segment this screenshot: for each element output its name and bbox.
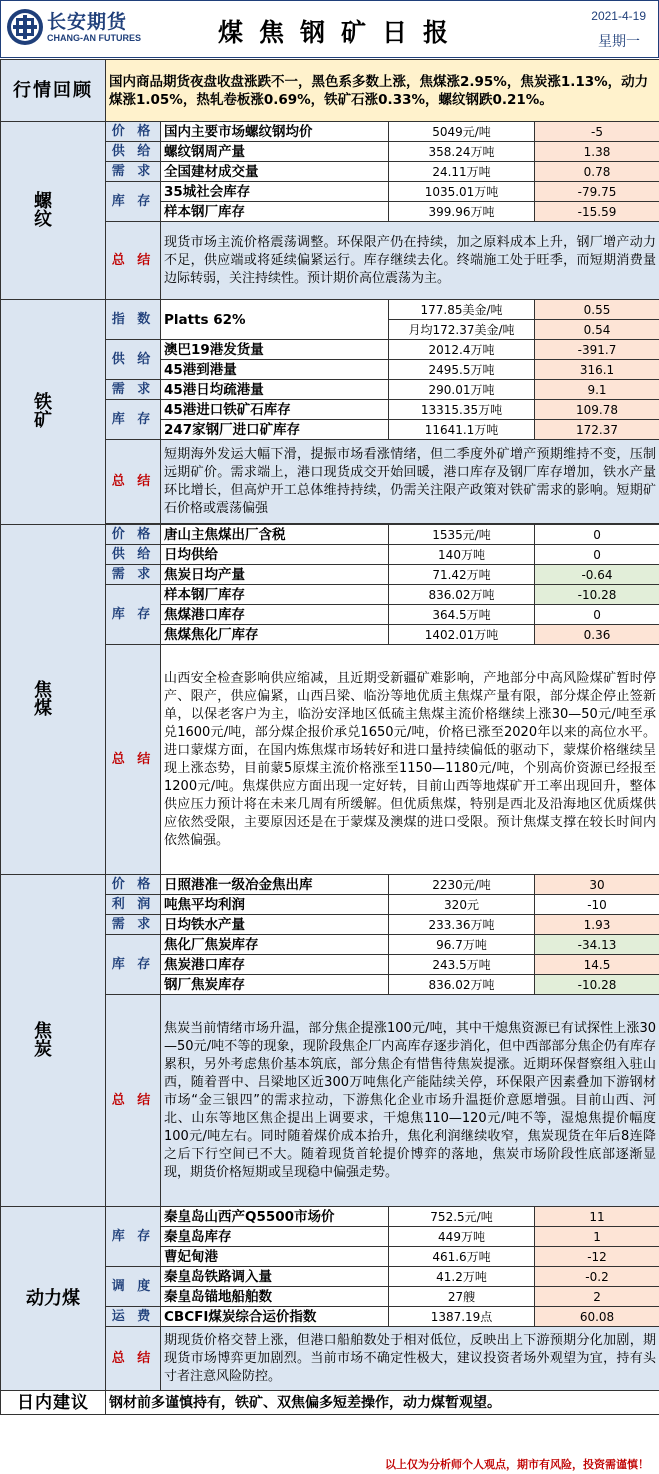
coke-row-name: 日照港准一级冶金焦出库 [161, 875, 389, 895]
coking-coal-summary: 山西安全检查影响供应缩减，且近期受新疆矿难影响，产地部分中高风险煤矿暂时停产、限产，供应偏紧，山西吕梁、临汾等地优质主焦煤产量有限，部分煤企停止签新单，以保老客户为主，临汾安泽地区低硫主焦煤主流价格继续上涨30—50元/吨至承兑1600元/吨，部分煤企报价承兑1650元/吨，价格已涨至2020年以来的高位水平。进口蒙煤方面，在国内炼焦煤市场转好和进口量持续偏低的驱动下，蒙煤价格继续呈现上涨态势，目前蒙5原煤主流价格涨至1150—1180元/吨，个别高价资源已经报至1200元/吨。焦煤供应方面出现一定好转，目前山西等地煤矿开工率出现回升，整体供应压力预计将在未来几周有所缓解。但优质焦煤，特别是西北及沿海地区优质煤供应依然受限，主要原因还是在于蒙煤及澳煤的进口受限。预计焦煤支撑在较长时间内依然偏强。 [161, 645, 659, 875]
coke-row-value: 836.02万吨 [389, 975, 535, 995]
rebar-row-change: 0.78 [535, 162, 659, 182]
chang-an-logo-icon [5, 7, 45, 47]
iron-ore-index-change: 0.55 [535, 300, 659, 320]
iron-ore-index-value: 月均172.37美金/吨 [389, 320, 535, 340]
coke-row-value: 233.36万吨 [389, 915, 535, 935]
rebar-row-name: 35城社会库存 [161, 182, 389, 202]
coke-cat-price: 价 格 [106, 875, 161, 895]
coke-cat-profit: 利 润 [106, 895, 161, 915]
rebar-row-name: 螺纹钢周产量 [161, 142, 389, 162]
coke-row-value: 96.7万吨 [389, 935, 535, 955]
thermal-coal-row-name: CBCFI煤炭综合运价指数 [161, 1307, 389, 1327]
iron-ore-row-name: 45港日均疏港量 [161, 380, 389, 400]
coke-cat-demand: 需 求 [106, 915, 161, 935]
thermal-coal-cat-dispatch: 调 度 [106, 1267, 161, 1307]
thermal-coal-row-name: 秦皇岛锚地船舶数 [161, 1287, 389, 1307]
coke-row-change: -10.28 [535, 975, 659, 995]
coking-coal-section-label: 焦 煤 [1, 525, 106, 875]
rebar-row-value: 1035.01万吨 [389, 182, 535, 202]
coking-coal-row-change: -10.28 [535, 585, 659, 605]
iron-ore-cat-summary: 总 结 [106, 440, 161, 524]
rebar-row-change: 1.38 [535, 142, 659, 162]
coke-row-name: 焦化厂焦炭库存 [161, 935, 389, 955]
thermal-coal-row-value: 449万吨 [389, 1227, 535, 1247]
thermal-coal-row-change: 1 [535, 1227, 659, 1247]
iron-ore-row-change: 316.1 [535, 360, 659, 380]
thermal-coal-row-change: -0.2 [535, 1267, 659, 1287]
rebar-section-label: 螺 纹 [1, 122, 106, 300]
rebar-cat-demand: 需 求 [106, 162, 161, 182]
coking-coal-cat-price: 价 格 [106, 525, 161, 545]
coking-coal-cat-demand: 需 求 [106, 565, 161, 585]
advice-text: 钢材前多谨慎持有，铁矿、双焦偏多短差操作，动力煤暂观望。 [106, 1391, 659, 1415]
iron-ore-cat-supply: 供 给 [106, 340, 161, 380]
coke-row-name: 日均铁水产量 [161, 915, 389, 935]
coke-row-change: -34.13 [535, 935, 659, 955]
iron-ore-summary: 短期海外发运大幅下滑，提振市场看涨情绪，但二季度外矿增产预期维持不变，压制远期矿价。需求端上，港口现货成交开始回暖，港口库存及钢厂库存增加，铁水产量环比增长，但高炉开工总体维持持续，仍需关注限产政策对铁矿需求的影响。短期矿石价格或震荡偏强 [161, 440, 659, 524]
coking-coal-row-change: 0.36 [535, 625, 659, 645]
iron-ore-cat-stock: 库 存 [106, 400, 161, 440]
iron-ore-row-name: 247家钢厂进口矿库存 [161, 420, 389, 440]
thermal-coal-row-change: 2 [535, 1287, 659, 1307]
report-weekday: 星期一 [598, 34, 640, 50]
brand-name-en: CHANG-AN FUTURES [47, 33, 141, 43]
iron-ore-row-name: 澳巴19港发货量 [161, 340, 389, 360]
coking-coal-row-name: 唐山主焦煤出厂含税 [161, 525, 389, 545]
market-review-text: 国内商品期货夜盘收盘涨跌不一，黑色系多数上涨，焦煤涨2.95%，焦炭涨1.13%，动力煤涨1.05%，热轧卷板涨0.69%，铁矿石涨0.33%，螺纹钢跌0.21%。 [106, 60, 659, 122]
coke-summary: 焦炭当前情绪市场升温，部分焦企提涨100元/吨，其中干熄焦资源已有试探性上涨30—50元/吨不等的现象，现阶段焦企厂内高库存逐步消化，但中西部部分焦企仍有库存累积，另外考虑焦价基本筑底，部分焦企有惜售待焦炭提涨。近期环保督察组入驻山西，随着晋中、吕梁地区近300万吨焦化产能陆续关停，环保限产因素叠加下游钢材市场“金三银四”的需求拉动，下游焦化企业市场升温挺价意愿增强。目前山西、河北、山东等地区焦企提出上调要求，干熄焦110—120元/吨不等，湿熄焦提价幅度100元/吨左右。同时随着煤价成本抬升，焦化利润继续收窄，焦炭现货在年后8连降之后下行空间已不大。随着现货首轮提价博弈的落地，焦炭市场阶段性底部逐渐显现，期货价格短期或呈现稳中偏强走势。 [161, 995, 659, 1207]
rebar-row-name: 样本钢厂库存 [161, 202, 389, 222]
thermal-coal-row-name: 秦皇岛铁路调入量 [161, 1267, 389, 1287]
rebar-row-value: 358.24万吨 [389, 142, 535, 162]
thermal-coal-cat-stock: 库 存 [106, 1207, 161, 1267]
iron-ore-row-change: 109.78 [535, 400, 659, 420]
coke-row-change: 14.5 [535, 955, 659, 975]
iron-ore-row-value: 11641.1万吨 [389, 420, 535, 440]
rebar-row-value: 5049元/吨 [389, 122, 535, 142]
coke-row-value: 2230元/吨 [389, 875, 535, 895]
thermal-coal-row-name: 秦皇岛库存 [161, 1227, 389, 1247]
iron-ore-row-name: 45港到港量 [161, 360, 389, 380]
thermal-coal-row-name: 曹妃甸港 [161, 1247, 389, 1267]
thermal-coal-row-change: 60.08 [535, 1307, 659, 1327]
advice-label: 日内建议 [1, 1391, 106, 1415]
rebar-cat-stock: 库 存 [106, 182, 161, 222]
coking-coal-cat-stock: 库 存 [106, 585, 161, 645]
coke-row-value: 243.5万吨 [389, 955, 535, 975]
coking-coal-row-value: 1535元/吨 [389, 525, 535, 545]
thermal-coal-row-name: 秦皇岛山西产Q5500市场价 [161, 1207, 389, 1227]
coking-coal-row-name: 焦煤焦化厂库存 [161, 625, 389, 645]
thermal-coal-row-value: 461.6万吨 [389, 1247, 535, 1267]
iron-ore-row-change: -391.7 [535, 340, 659, 360]
coking-coal-row-value: 1402.01万吨 [389, 625, 535, 645]
iron-ore-index-value: 177.85美金/吨 [389, 300, 535, 320]
iron-ore-row-name: 45港进口铁矿石库存 [161, 400, 389, 420]
coke-row-change: 1.93 [535, 915, 659, 935]
report-date: 2021-4-19 [591, 9, 646, 23]
coking-coal-row-change: -0.64 [535, 565, 659, 585]
rebar-row-value: 399.96万吨 [389, 202, 535, 222]
iron-ore-index-change: 0.54 [535, 320, 659, 340]
rebar-row-value: 24.11万吨 [389, 162, 535, 182]
rebar-cat-price: 价 格 [106, 122, 161, 142]
rebar-row-change: -5 [535, 122, 659, 142]
coking-coal-row-name: 日均供给 [161, 545, 389, 565]
thermal-coal-summary: 期现货价格交替上涨，但港口船舶数处于相对低位，反映出上下游预期分化加剧，期现货市场博弈更加剧烈。当前市场不确定性极大，建议投资者场外观望为宜，持有头寸者注意风险防控。 [161, 1327, 659, 1391]
coking-coal-row-change: 0 [535, 525, 659, 545]
rebar-row-change: -79.75 [535, 182, 659, 202]
report-header [0, 0, 659, 58]
iron-ore-section-label: 铁 矿 [1, 300, 106, 525]
coke-row-name: 钢厂焦炭库存 [161, 975, 389, 995]
thermal-coal-cat-freight: 运 费 [106, 1307, 161, 1327]
thermal-coal-cat-summary: 总 结 [106, 1327, 161, 1391]
coking-coal-row-change: 0 [535, 605, 659, 625]
thermal-coal-row-change: 11 [535, 1207, 659, 1227]
coke-row-change: 30 [535, 875, 659, 895]
coke-row-name: 焦炭港口库存 [161, 955, 389, 975]
coke-row-value: 320元 [389, 895, 535, 915]
coke-section-label: 焦 炭 [1, 875, 106, 1207]
coking-coal-cat-supply: 供 给 [106, 545, 161, 565]
report-table [0, 59, 659, 1415]
thermal-coal-row-change: -12 [535, 1247, 659, 1267]
coke-cat-stock: 库 存 [106, 935, 161, 995]
disclaimer: 以上仅为分析师个人观点，期市有风险，投资需谨慎！ [385, 1458, 649, 1471]
rebar-row-change: -15.59 [535, 202, 659, 222]
rebar-cat-summary: 总 结 [106, 222, 161, 300]
coking-coal-row-change: 0 [535, 545, 659, 565]
iron-ore-row-value: 290.01万吨 [389, 380, 535, 400]
rebar-row-name: 国内主要市场螺纹钢均价 [161, 122, 389, 142]
coking-coal-row-value: 364.5万吨 [389, 605, 535, 625]
thermal-coal-row-value: 1387.19点 [389, 1307, 535, 1327]
thermal-coal-row-value: 752.5元/吨 [389, 1207, 535, 1227]
coke-cat-summary: 总 结 [106, 995, 161, 1207]
coking-coal-row-name: 样本钢厂库存 [161, 585, 389, 605]
iron-ore-row-value: 2495.5万吨 [389, 360, 535, 380]
market-review-label: 行情回顾 [1, 60, 106, 122]
page-title: 煤焦钢矿日报 [217, 18, 464, 47]
iron-ore-row-value: 2012.4万吨 [389, 340, 535, 360]
brand-name: 长安期货 [47, 11, 128, 33]
coking-coal-row-name: 焦炭日均产量 [161, 565, 389, 585]
coke-row-change: -10 [535, 895, 659, 915]
rebar-cat-supply: 供 给 [106, 142, 161, 162]
thermal-coal-row-value: 27艘 [389, 1287, 535, 1307]
coking-coal-cat-summary: 总 结 [106, 645, 161, 875]
coking-coal-row-value: 140万吨 [389, 545, 535, 565]
coke-row-name: 吨焦平均利润 [161, 895, 389, 915]
coking-coal-row-value: 71.42万吨 [389, 565, 535, 585]
thermal-coal-row-value: 41.2万吨 [389, 1267, 535, 1287]
coking-coal-row-name: 焦煤港口库存 [161, 605, 389, 625]
iron-ore-row-change: 172.37 [535, 420, 659, 440]
iron-ore-row-change: 9.1 [535, 380, 659, 400]
iron-ore-row-value: 13315.35万吨 [389, 400, 535, 420]
iron-ore-index-name: Platts 62% [161, 300, 389, 340]
coking-coal-row-value: 836.02万吨 [389, 585, 535, 605]
iron-ore-cat-demand: 需 求 [106, 380, 161, 400]
thermal-coal-section-label: 动力煤 [1, 1207, 106, 1391]
rebar-row-name: 全国建材成交量 [161, 162, 389, 182]
iron-ore-cat-index: 指 数 [106, 300, 161, 340]
rebar-summary: 现货市场主流价格震荡调整。环保限产仍在持续，加之原料成本上升，钢厂增产动力不足，供应端或将延续偏紧运行。库存继续去化。终端施工处于旺季，而短期消费量边际转弱，关注持续性。预计期价高位震荡为主。 [161, 222, 659, 300]
